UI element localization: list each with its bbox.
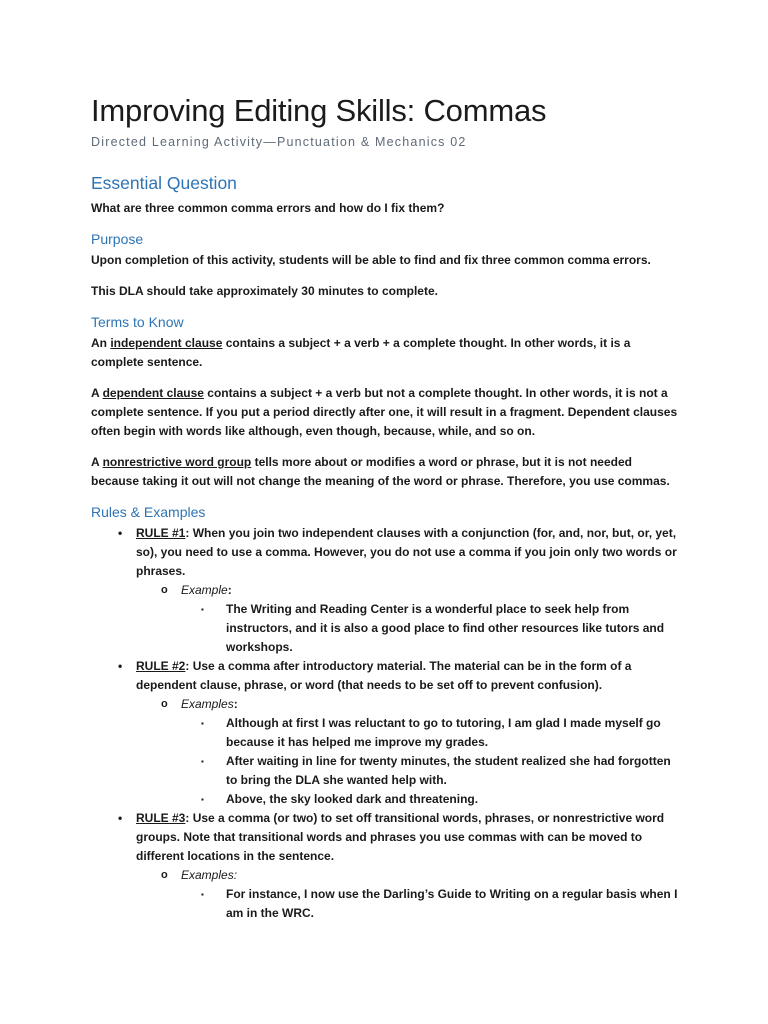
- example-text: For instance, I now use the Darling’s Guide to Writing on a regular basis when I am in the WRC.: [226, 886, 678, 920]
- square-bullet-icon: ▪: [201, 756, 204, 766]
- rule-label: RULE #3: [136, 810, 186, 825]
- essential-question-text: What are three common comma errors and how do I fix them?: [91, 201, 445, 216]
- purpose-paragraph-1: Upon completion of this activity, students will be able to find and fix three common comma errors.: [91, 252, 651, 267]
- rule-text: Use a comma after introductory material. The material can be in the form of a dependent clause, phrase, or word (that needs to be set off to prevent confusion).: [136, 658, 632, 692]
- terms-heading: Terms to Know: [91, 313, 184, 330]
- example-sentence: [181, 600, 678, 657]
- examples-label: Examples:: [181, 867, 238, 882]
- example-sentence: [181, 752, 678, 790]
- example-text: After waiting in line for twenty minutes, the student realized she had forgotten to bring the DLA she wanted help with.: [226, 753, 671, 787]
- term-name: dependent clause: [102, 385, 204, 400]
- examples-item: [136, 866, 678, 923]
- document-title: Improving Editing Skills: Commas: [91, 93, 547, 128]
- rule-text: When you join two independent clauses with a conjunction (for, and, nor, but, or, yet, so), you need to use a comma. However, you do not use a comma if you join only two words or phrases.: [136, 525, 677, 578]
- examples-colon: :: [227, 582, 232, 597]
- term-definition: contains a subject + a verb + a complete thought. In other words, it is a complete sentence.: [91, 335, 631, 369]
- term-independent-clause: [91, 334, 678, 372]
- rule-text: Use a comma (or two) to set off transitional words, phrases, or nonrestrictive word groups. Note that transitional words and phrases you use commas with can be moved to different locations in the sentence.: [136, 810, 665, 863]
- examples-label: Examples: [181, 696, 234, 711]
- examples-list: [136, 581, 678, 657]
- bullet-icon: •: [118, 810, 123, 825]
- circle-bullet-icon: o: [161, 868, 168, 881]
- square-bullet-icon: ▪: [201, 889, 204, 899]
- rule-3: [91, 809, 678, 923]
- bullet-icon: •: [118, 525, 123, 540]
- example-sentences: [181, 714, 678, 809]
- term-definition: contains a subject + a verb but not a complete thought. In other words, it is not a complete sentence. If you put a period directly after one, it will result in a fragment. Dependent clauses often begin with words like although, even though, because, while, and so on.: [91, 385, 678, 438]
- rule-colon: :: [185, 525, 190, 540]
- rule-label: RULE #2: [136, 658, 186, 673]
- example-text: Although at first I was reluctant to go to tutoring, I am glad I made myself go because it has helped me improve my grades.: [226, 715, 661, 749]
- rules-list: [91, 524, 678, 923]
- rule-colon: :: [185, 810, 190, 825]
- term-dependent-clause: [91, 384, 678, 441]
- essential-question-heading: Essential Question: [91, 173, 237, 194]
- term-prefix: A: [91, 454, 103, 469]
- circle-bullet-icon: o: [161, 583, 168, 596]
- term-prefix: An: [91, 335, 111, 350]
- rule-2: [91, 657, 678, 809]
- example-sentence: [181, 714, 678, 752]
- examples-item: [136, 581, 678, 657]
- examples-colon: :: [233, 696, 238, 711]
- examples-label: Example: [181, 582, 228, 597]
- term-name: independent clause: [110, 335, 223, 350]
- example-sentences: [181, 885, 678, 923]
- square-bullet-icon: ▪: [201, 794, 204, 804]
- examples-item: [136, 695, 678, 809]
- example-sentence: [181, 790, 678, 809]
- rule-colon: :: [185, 658, 190, 673]
- purpose-paragraph-2: This DLA should take approximately 30 minutes to complete.: [91, 283, 438, 298]
- example-sentences: [181, 600, 678, 657]
- rules-heading: Rules & Examples: [91, 503, 206, 520]
- purpose-heading: Purpose: [91, 231, 144, 248]
- square-bullet-icon: ▪: [201, 718, 204, 728]
- document-subtitle: Directed Learning Activity—Punctuation & Mechanics 02: [91, 135, 467, 150]
- rule-1: [91, 524, 678, 657]
- rule-label: RULE #1: [136, 525, 186, 540]
- bullet-icon: •: [118, 658, 123, 673]
- term-definition: tells more about or modifies a word or phrase, but it is not needed because taking it out will not change the meaning of the word or phrase. Therefore, you use commas.: [91, 454, 670, 488]
- term-prefix: A: [91, 385, 103, 400]
- example-sentence: [181, 885, 678, 923]
- example-text: The Writing and Reading Center is a wonderful place to seek help from instructors, and it is also a good place to find other resources like tutors and workshops.: [226, 601, 665, 654]
- term-nonrestrictive-word-group: [91, 453, 678, 491]
- square-bullet-icon: ▪: [201, 604, 204, 614]
- examples-list: [136, 695, 678, 809]
- term-name: nonrestrictive word group: [102, 454, 252, 469]
- example-text: Above, the sky looked dark and threatening.: [226, 791, 479, 806]
- examples-list: [136, 866, 678, 923]
- circle-bullet-icon: o: [161, 697, 168, 710]
